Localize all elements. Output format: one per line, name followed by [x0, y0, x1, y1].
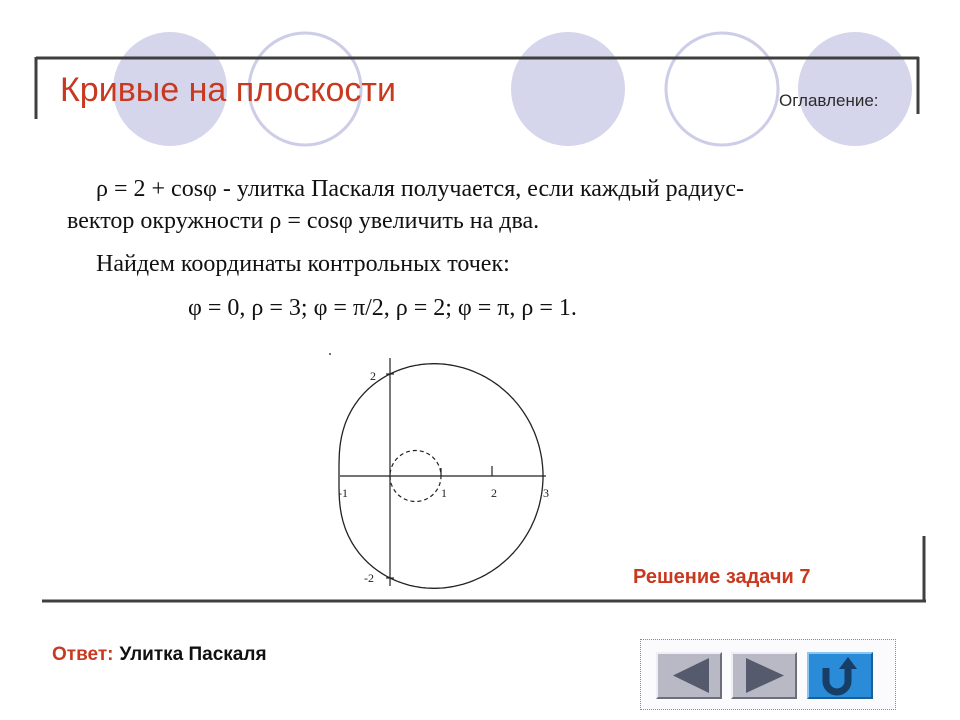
paragraph-line-1: ρ = 2 + cosφ - улитка Паскаля получается, если каждый радиус- — [96, 176, 745, 202]
x-tick-label: 3 — [543, 486, 549, 500]
slide-title: Кривые на плоскости — [60, 71, 396, 109]
table-of-contents-link[interactable]: Оглавление: — [779, 91, 879, 110]
control-points-formula: φ = 0, ρ = 3; φ = π/2, ρ = 2; φ = π, ρ = 1. — [188, 295, 577, 321]
arrow-right-icon — [733, 654, 795, 697]
y-tick-label: 2 — [370, 369, 376, 383]
y-tick-label: -2 — [364, 571, 374, 585]
x-tick-label: 1 — [441, 486, 447, 500]
x-tick-label: -1 — [338, 486, 348, 500]
u-turn-return-icon — [809, 654, 871, 697]
previous-slide-button[interactable] — [656, 652, 722, 699]
next-slide-button[interactable] — [731, 652, 797, 699]
navigation-panel — [640, 639, 896, 710]
x-tick-label: 2 — [491, 486, 497, 500]
plot-mark — [329, 353, 331, 355]
return-button[interactable] — [807, 652, 873, 699]
paragraph-line-2: вектор окружности ρ = cosφ увеличить на два. — [67, 208, 540, 234]
answer — [52, 645, 267, 664]
paragraph-line-3: Найдем координаты контрольных точек: — [96, 251, 510, 277]
solution-link[interactable]: Решение задачи 7 — [633, 566, 811, 588]
arrow-left-icon — [658, 654, 720, 697]
answer-value: Улитка Паскаля — [119, 644, 267, 665]
answer-label: Ответ: — [52, 644, 114, 665]
